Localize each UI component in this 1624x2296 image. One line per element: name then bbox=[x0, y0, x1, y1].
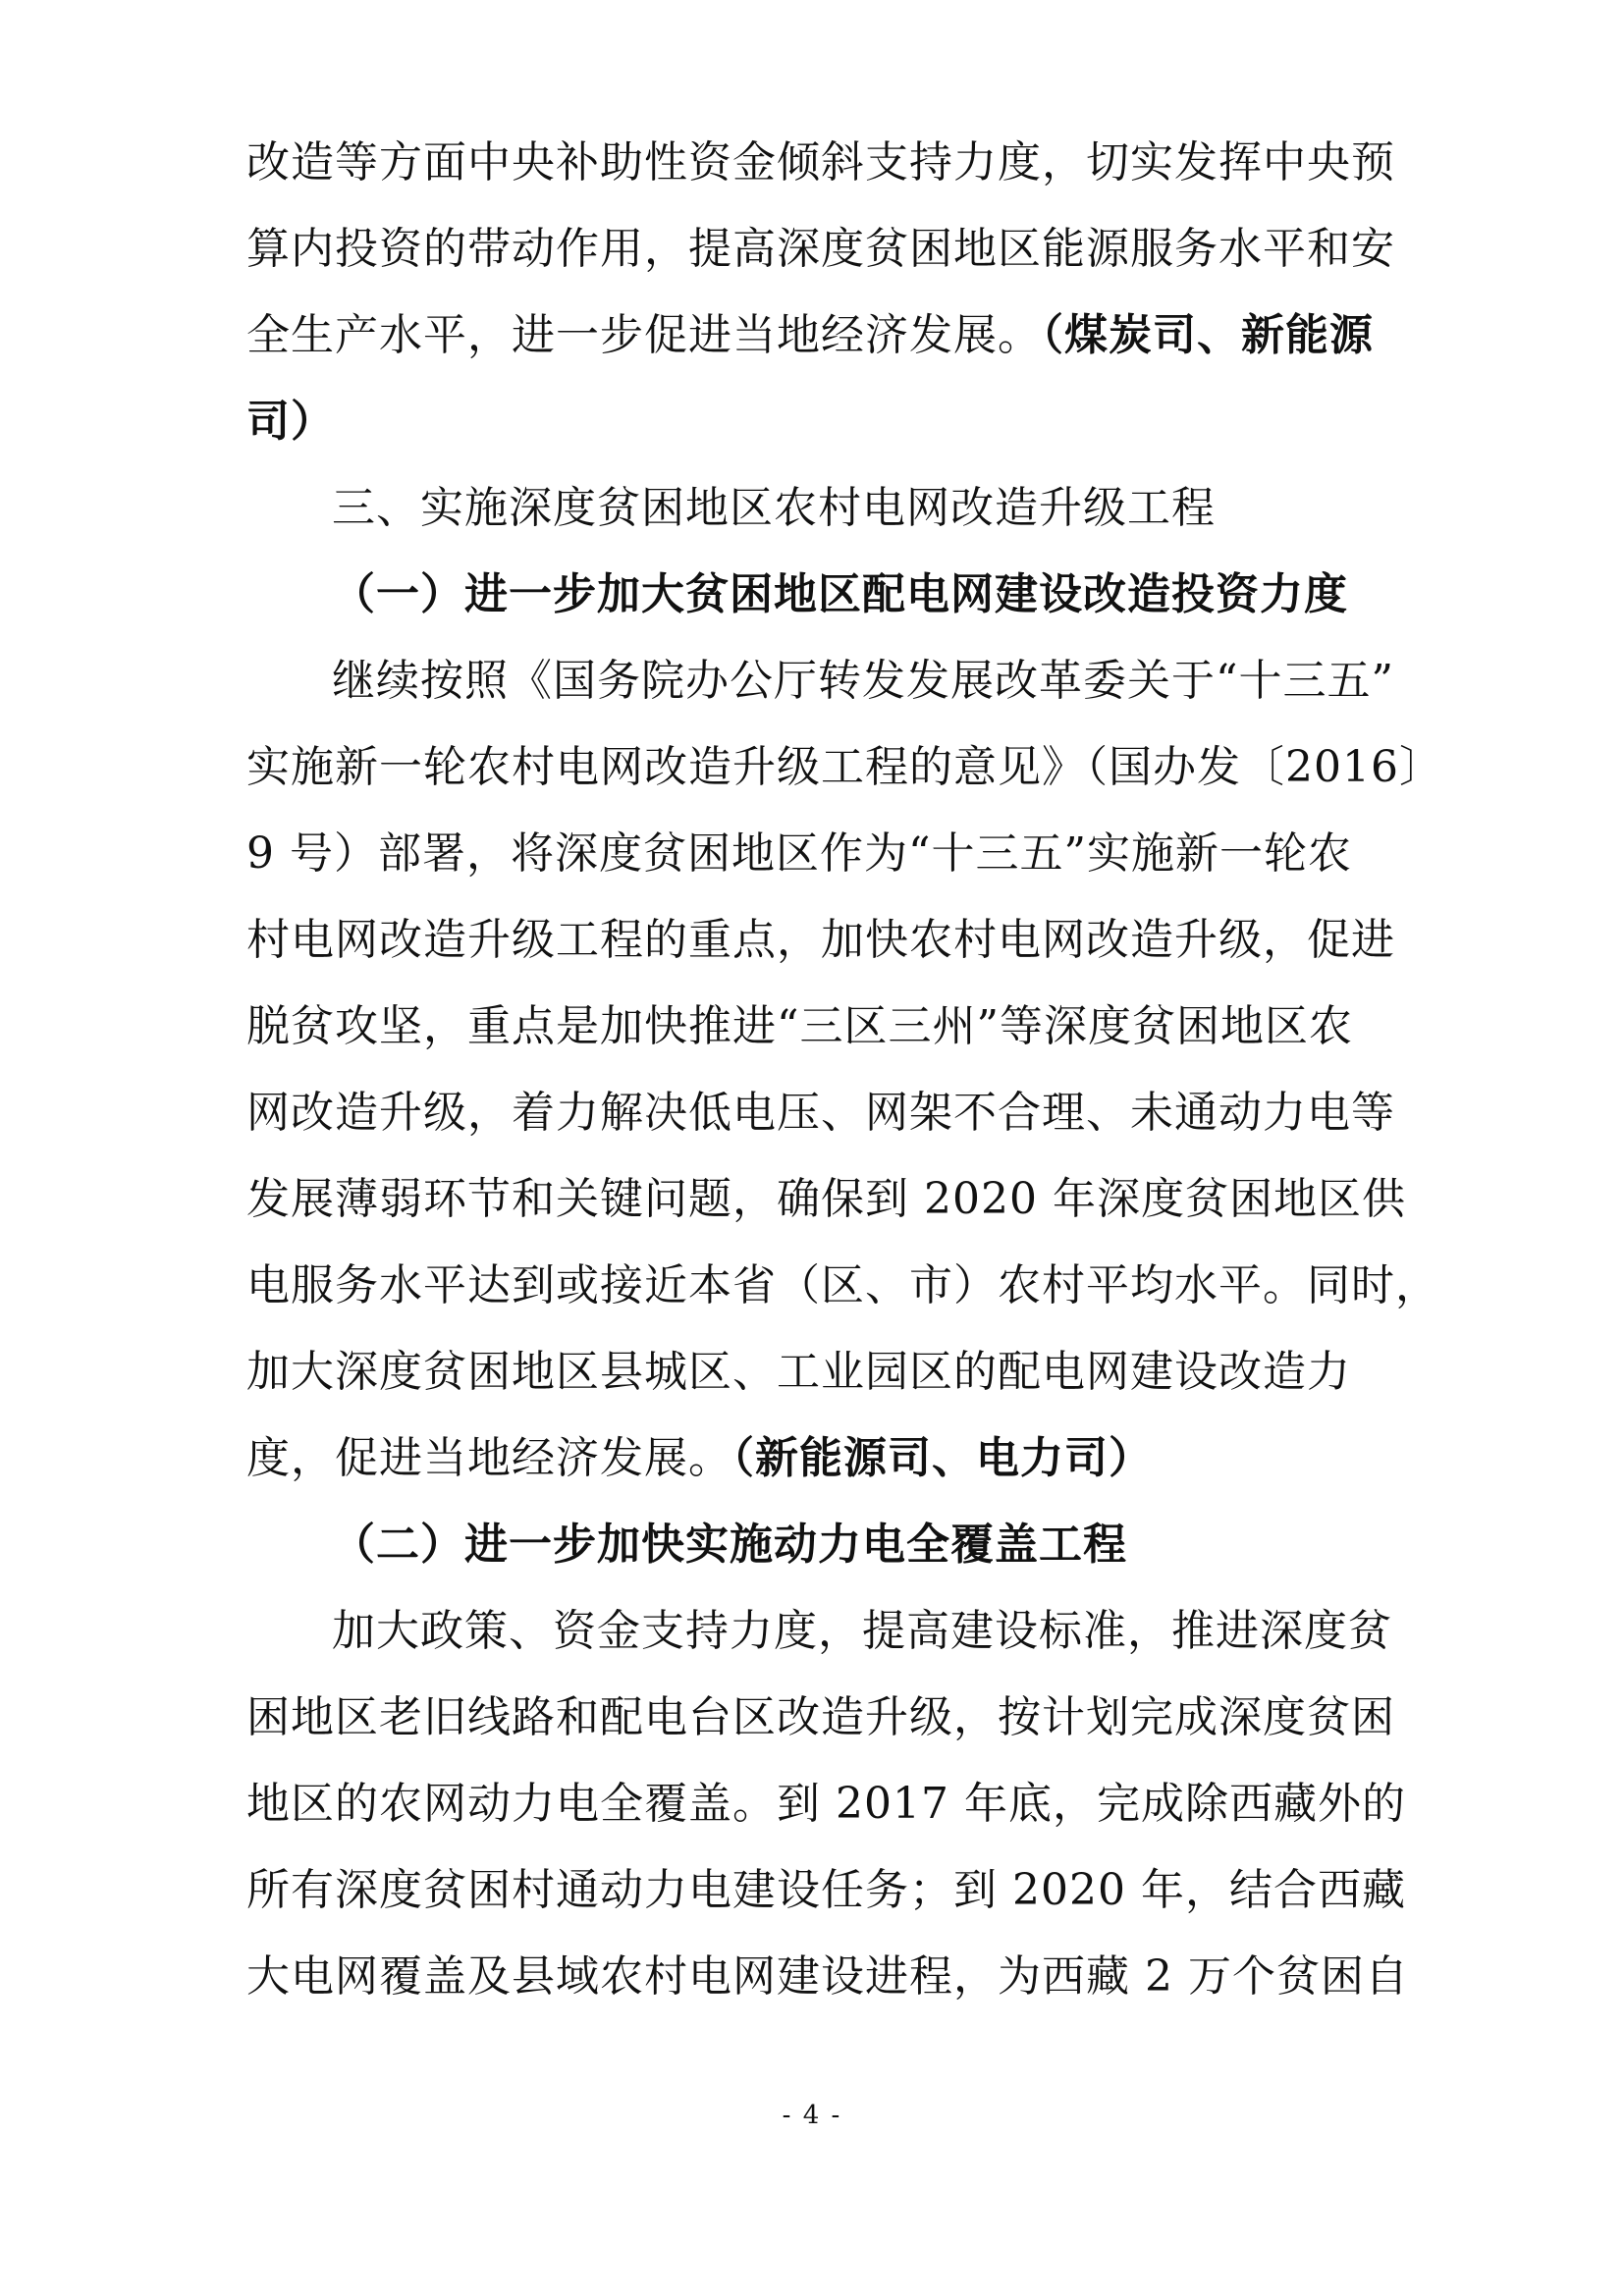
body-line bbox=[246, 984, 1385, 1070]
line-text: 电服务水平达到或接近本省（区、市）农村平均水平。同时， bbox=[246, 1260, 1439, 1310]
line-text: 全生产水平，进一步促进当地经济发展。 bbox=[246, 310, 1042, 360]
body-line bbox=[246, 1761, 1406, 1847]
body-line bbox=[246, 1070, 1395, 1156]
body-line bbox=[246, 1156, 1406, 1243]
body-line bbox=[246, 897, 1395, 984]
line-text: 改造等方面中央补助性资金倾斜支持力度，切实发挥中央预 bbox=[246, 137, 1395, 187]
line-text: 加大政策、资金支持力度，提高建设标准，推进深度贫 bbox=[332, 1606, 1392, 1656]
body-line bbox=[246, 724, 1443, 811]
subsection-title: （一）进一步加大贫困地区配电网建设改造投资力度 bbox=[332, 569, 1348, 619]
body-line bbox=[246, 206, 1395, 293]
section-heading bbox=[332, 465, 1385, 552]
line-text: 困地区老旧线路和配电台区改造升级，按计划完成深度贫困 bbox=[246, 1692, 1395, 1742]
body-line bbox=[246, 1329, 1385, 1415]
line-text: 度，促进当地经济发展。 bbox=[246, 1433, 732, 1483]
body-line bbox=[332, 638, 1394, 724]
line-text: 所有深度贫困村通动力电建设任务；到 2020 年，结合西藏 bbox=[246, 1865, 1406, 1915]
subsection-title: （二）进一步加快实施动力电全覆盖工程 bbox=[332, 1520, 1127, 1570]
body-line bbox=[332, 1588, 1392, 1675]
line-text: 9 号）部署，将深度贫困地区作为“十三五”实施新一轮农 bbox=[246, 828, 1352, 879]
body-line bbox=[246, 379, 1385, 465]
subsection-heading bbox=[332, 1502, 1385, 1588]
body-line bbox=[246, 1243, 1439, 1329]
body-line bbox=[246, 293, 1385, 379]
body-line bbox=[246, 120, 1395, 206]
line-text: 实施新一轮农村电网改造升级工程的意见》（国办发〔2016〕 bbox=[246, 742, 1443, 792]
page-number: - 4 - bbox=[782, 2101, 842, 2130]
line-text: 地区的农网动力电全覆盖。到 2017 年底，完成除西藏外的 bbox=[246, 1779, 1406, 1829]
responsible-department: （煤炭司、新能源 bbox=[1042, 310, 1374, 360]
body-line bbox=[246, 1675, 1395, 1761]
line-text: 网改造升级，着力解决低电压、网架不合理、未通动力电等 bbox=[246, 1088, 1395, 1138]
responsible-department: 司） bbox=[246, 397, 335, 447]
line-text: 大电网覆盖及县域农村电网建设进程，为西藏 2 万个贫困自 bbox=[246, 1951, 1409, 2002]
line-text: 村电网改造升级工程的重点，加快农村电网改造升级，促进 bbox=[246, 915, 1395, 965]
body-line bbox=[246, 811, 1385, 897]
line-text: 加大深度贫困地区县城区、工业园区的配电网建设改造力 bbox=[246, 1347, 1351, 1397]
body-line bbox=[246, 1934, 1409, 2020]
line-text: 算内投资的带动作用，提高深度贫困地区能源服务水平和安 bbox=[246, 224, 1395, 274]
body-line bbox=[246, 1415, 1385, 1502]
responsible-department: （新能源司、电力司） bbox=[732, 1433, 1153, 1483]
line-text: 脱贫攻坚，重点是加快推进“三区三州”等深度贫困地区农 bbox=[246, 1001, 1353, 1051]
subsection-heading bbox=[332, 552, 1385, 638]
line-text: 继续按照《国务院办公厅转发发展改革委关于“十三五” bbox=[332, 656, 1394, 706]
section-title: 三、实施深度贫困地区农村电网改造升级工程 bbox=[332, 483, 1216, 533]
line-text: 发展薄弱环节和关键问题，确保到 2020 年深度贫困地区供 bbox=[246, 1174, 1406, 1224]
body-line bbox=[246, 1847, 1406, 1934]
